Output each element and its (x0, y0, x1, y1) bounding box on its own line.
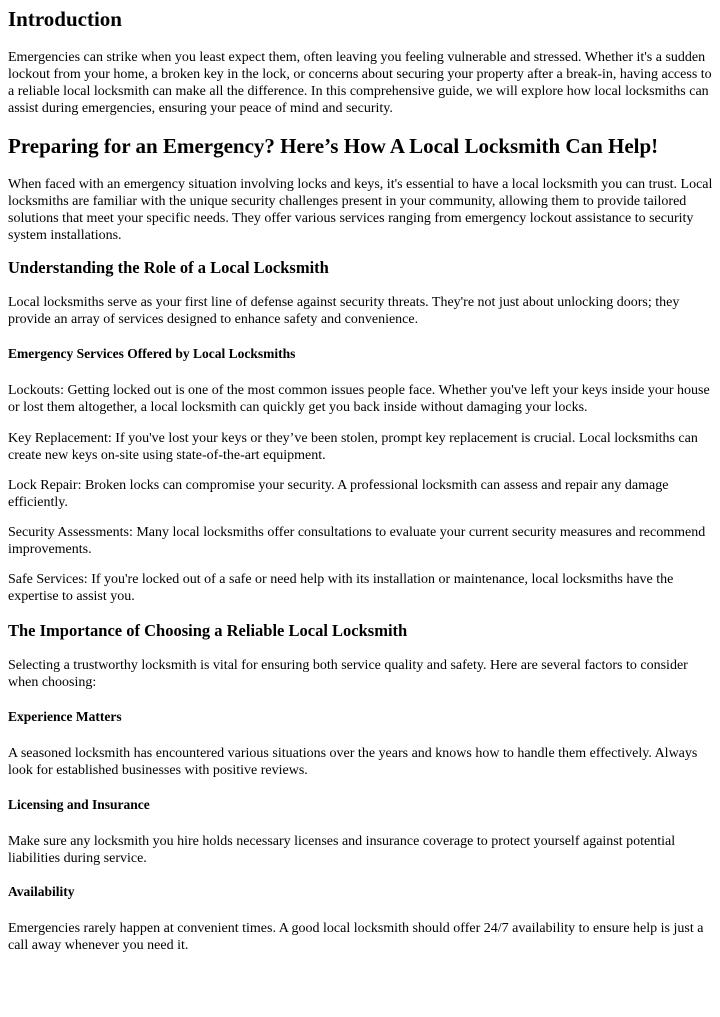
experience-paragraph: A seasoned locksmith has encountered various situations over the years and knows how to handle them effectively. Always look for established businesses with positive reviews. (8, 746, 698, 778)
intro-paragraph: Emergencies can strike when you least expect them, often leaving you feeling vulnerable and stressed. Whether it's a sudden lockout from your home, a broken key in the lock, or concerns about securing your property after a break-in, having access to a reliable local locksmith can make all the difference. In this comprehensive guide, we will explore how local locksmiths can assist during emergencies, ensuring your peace of mind and security. (8, 50, 712, 116)
availability-paragraph: Emergencies rarely happen at convenient times. A good local locksmith should offer 24/7 availability to ensure help is just a call away whenever you need it. (8, 921, 704, 953)
experience-heading: Experience Matters (8, 709, 122, 724)
licensing-heading: Licensing and Insurance (8, 797, 150, 812)
service-lock-repair: Lock Repair: Broken locks can compromise your security. A professional locksmith can assess and repair any damage efficiently. (8, 478, 669, 510)
main-heading: Preparing for an Emergency? Here’s How A Local Locksmith Can Help! (8, 134, 659, 158)
role-heading: Understanding the Role of a Local Locksmith (8, 258, 329, 277)
service-key-replacement: Key Replacement: If you've lost your keys or they’ve been stolen, prompt key replacement is crucial. Local locksmiths can create new keys on-site using state-of-the-art equipment. (8, 431, 698, 463)
role-paragraph: Local locksmiths serve as your first line of defense against security threats. They're not just about unlocking doors; they provide an array of services designed to enhance safety and convenience. (8, 295, 680, 327)
choosing-paragraph: Selecting a trustworthy locksmith is vital for ensuring both service quality and safety. Here are several factors to consider when choosing: (8, 658, 688, 690)
choosing-heading: The Importance of Choosing a Reliable Local Locksmith (8, 621, 408, 640)
service-lockouts: Lockouts: Getting locked out is one of the most common issues people face. Whether you've left your keys inside your house or lost them altogether, a local locksmith can quickly get you back inside without damaging your locks. (8, 383, 710, 415)
main-paragraph: When faced with an emergency situation involving locks and keys, it's essential to have a local locksmith you can trust. Local locksmiths are familiar with the unique security challenges present in your community, allowing them to provide tailored solutions that meet your specific needs. They offer various services ranging from emergency lockout assistance to security system installations. (8, 177, 713, 243)
service-security-assessments: Security Assessments: Many local locksmiths offer consultations to evaluate your current security measures and recommend improvements. (8, 525, 706, 557)
licensing-paragraph: Make sure any locksmith you hire holds necessary licenses and insurance coverage to protect yourself against potential liabilities during service. (8, 834, 676, 866)
services-heading: Emergency Services Offered by Local Locksmiths (8, 346, 296, 361)
service-safe-services: Safe Services: If you're locked out of a safe or need help with its installation or maintenance, local locksmiths have the expertise to assist you. (8, 572, 674, 604)
intro-heading: Introduction (8, 7, 122, 31)
availability-heading: Availability (8, 884, 75, 899)
